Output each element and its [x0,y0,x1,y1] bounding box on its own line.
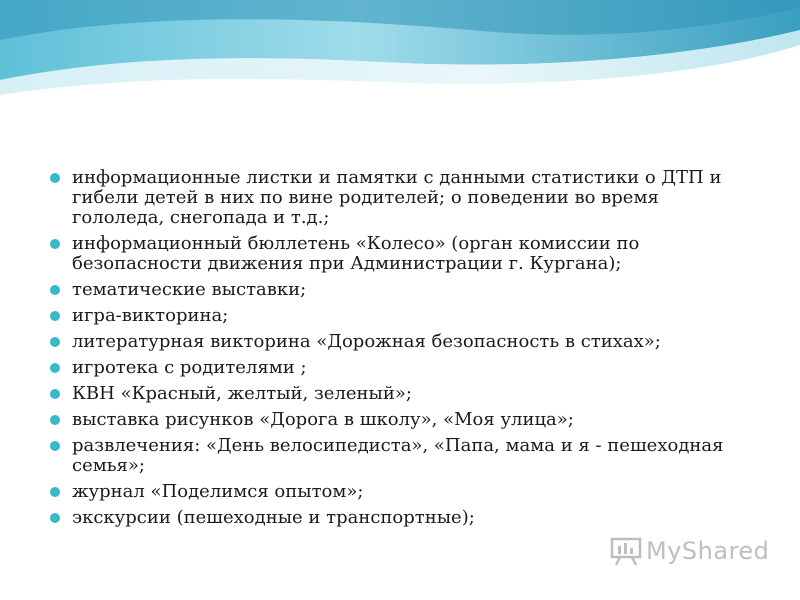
list-item [48,410,748,430]
bullet-list [48,168,748,534]
list-item [48,384,748,404]
list-item-text: игротека с родителями ; [72,357,307,378]
bullet-dot-icon [50,285,60,295]
list-item [48,332,748,352]
bullet-dot-icon [50,173,60,183]
bullet-dot-icon [50,337,60,347]
bullet-dot-icon [50,513,60,523]
bullet-dot-icon [50,487,60,497]
list-item-text: выставка рисунков «Дорога в школу», «Моя улица»; [72,409,574,430]
list-item [48,482,748,502]
bullet-dot-icon [50,389,60,399]
list-item [48,436,748,476]
list-item [48,234,748,274]
list-item [48,508,748,528]
list-item-text: КВН «Красный, желтый, зеленый»; [72,383,412,404]
list-item-text: игра-викторина; [72,305,229,326]
bullet-dot-icon [50,311,60,321]
presentation-board-icon [610,536,642,566]
list-item [48,358,748,378]
bullet-dot-icon [50,239,60,249]
list-item-text: информационный бюллетень «Колесо» (орган комиссии по безопасности движения при Администрации г. Кургана); [72,233,640,274]
header-wave-decoration [0,0,800,95]
list-item-text: тематические выставки; [72,279,307,300]
bullet-dot-icon [50,415,60,425]
list-item [48,280,748,300]
list-item [48,168,748,228]
list-item-text: журнал «Поделимся опытом»; [72,481,364,502]
list-item-text: литературная викторина «Дорожная безопасность в стихах»; [72,331,661,352]
list-item-text: экскурсии (пешеходные и транспортные); [72,507,475,528]
watermark [610,536,769,566]
bullet-dot-icon [50,441,60,451]
list-item-text: развлечения: «День велосипедиста», «Папа, мама и я - пешеходная семья»; [72,435,724,476]
list-item-text: информационные листки и памятки с данными статистики о ДТП и гибели детей в них по вине родителей; о поведении во время гололеда, снегопада и т.д.; [72,167,722,228]
list-item [48,306,748,326]
watermark-text: MyShared [646,537,770,565]
bullet-dot-icon [50,363,60,373]
